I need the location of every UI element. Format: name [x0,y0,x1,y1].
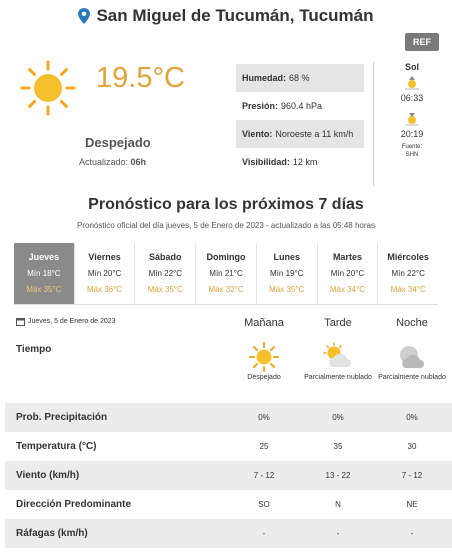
detail-table [5,403,452,548]
row-label: Prob. Precipitación [16,412,108,423]
row-value: 0% [258,413,270,422]
row-value: 25 [259,442,269,451]
sun-source [390,143,434,159]
current-condition: Despejado [85,135,151,150]
day-tab-miercoles[interactable] [378,243,438,304]
day-min: Mín 20°C [330,269,365,278]
condition-label: Despejado [247,374,281,381]
day-max: Máx 35°C [269,285,305,294]
stat-label: Humedad: [242,73,287,83]
updated-label: Actualizado: [79,157,129,167]
forecast-title: Pronóstico para los próximos 7 días [88,196,364,213]
day-min: Mín 18°C [27,269,61,278]
row-value: 7 - 12 [253,471,275,480]
condition-label: Parcialmente nublado [378,374,446,381]
row-value: SO [258,500,270,509]
row-value: N [335,500,341,509]
day-tab-domingo[interactable] [196,243,257,304]
row-value: 0% [406,413,418,422]
sun-times [390,62,434,159]
stat-value: 12 km [292,157,318,167]
sun-icon [249,342,279,372]
map-pin-icon [78,8,90,24]
partly-cloudy-night-icon [397,342,427,372]
calendar-icon [16,317,25,326]
day-tab-viernes[interactable] [75,243,136,304]
divider [373,62,374,186]
day-name: Domingo [206,252,246,262]
period-tarde: Tarde [324,317,352,329]
sunrise-time: 06:33 [400,93,424,103]
row-label: Viento (km/h) [16,470,80,481]
day-name: Miércoles [387,252,429,262]
partly-cloudy-icon [323,342,353,372]
sun-source-line2: SHN [405,152,419,158]
row-value: 7 - 12 [401,471,423,480]
day-max: Máx 36°C [86,285,123,294]
stat-pressure [236,92,364,120]
day-max: Máx 34°C [329,285,366,294]
day-max: Máx 32°C [208,285,244,294]
detail-date [16,317,116,326]
row-value: - [336,529,340,538]
forecast-subtitle: Pronóstico oficial del día jueves, 5 de Enero de 2023 - actualizado a las 05:48 horas [77,221,375,230]
updated-value: 06h [130,157,147,167]
row-value: 0% [332,413,344,422]
location-title-wrap [78,6,373,26]
day-min: Mín 21°C [209,269,243,278]
row-value: NE [406,500,418,509]
current-stats [236,64,364,176]
location-header [0,6,452,29]
day-name: Sábado [149,252,182,262]
stat-value: 960.4 hPa [281,101,323,111]
period-manana: Mañana [244,317,284,329]
stat-wind [236,120,364,148]
day-name: Jueves [28,252,60,262]
table-row [5,432,452,461]
day-name: Lunes [273,252,300,262]
row-value: 35 [333,442,343,451]
tiempo-label: Tiempo [16,344,52,355]
day-max: Máx 35°C [147,285,183,294]
day-min: Mín 19°C [270,269,304,278]
day-tab-martes[interactable] [318,243,379,304]
day-tab-lunes[interactable] [257,243,318,304]
day-tab-jueves[interactable] [14,243,75,304]
day-name: Martes [332,252,362,262]
current-temperature: 19.5°C [96,62,185,94]
day-tab-sabado[interactable] [135,243,196,304]
stat-humidity [236,64,364,92]
sunset-time: 20:19 [400,129,424,139]
row-value: - [262,529,266,538]
sun-source-line1: Fuente: [401,144,423,150]
row-label: Dirección Predominante [16,499,132,510]
sunset-icon [404,111,420,127]
row-value: - [410,529,414,538]
ref-button[interactable]: REF [405,33,439,51]
row-value: 13 - 22 [325,471,351,480]
forecast-day-tabs [14,243,438,305]
day-max: Máx 34°C [390,285,426,294]
stat-value: 68 % [289,73,310,83]
day-min: Mín 22°C [391,269,425,278]
day-max: Máx 35°C [26,285,62,294]
table-row [5,461,452,490]
stat-label: Visibilidad: [242,157,290,167]
day-min: Mín 20°C [87,269,122,278]
table-row [5,403,452,432]
condition-label: Parcialmente nublado [304,374,372,381]
day-name: Viernes [88,252,121,262]
current-updated [79,157,146,167]
day-min: Mín 22°C [148,269,183,278]
stat-visibility [236,148,364,176]
row-label: Temperatura (°C) [16,441,97,452]
row-value: 30 [407,442,417,451]
sunrise-icon [404,75,420,91]
row-label: Ráfagas (km/h) [16,528,88,539]
sun-icon [20,60,76,116]
table-row [5,519,452,548]
stat-label: Viento: [242,129,273,139]
sun-title: Sol [404,62,419,72]
table-row [5,490,452,519]
stat-label: Presión: [242,101,279,111]
location-title: San Miguel de Tucumán, Tucumán [96,6,374,25]
period-noche: Noche [396,317,428,329]
detail-date-text: Jueves, 5 de Enero de 2023 [28,318,116,325]
stat-value: Noroeste a 11 km/h [275,129,354,139]
